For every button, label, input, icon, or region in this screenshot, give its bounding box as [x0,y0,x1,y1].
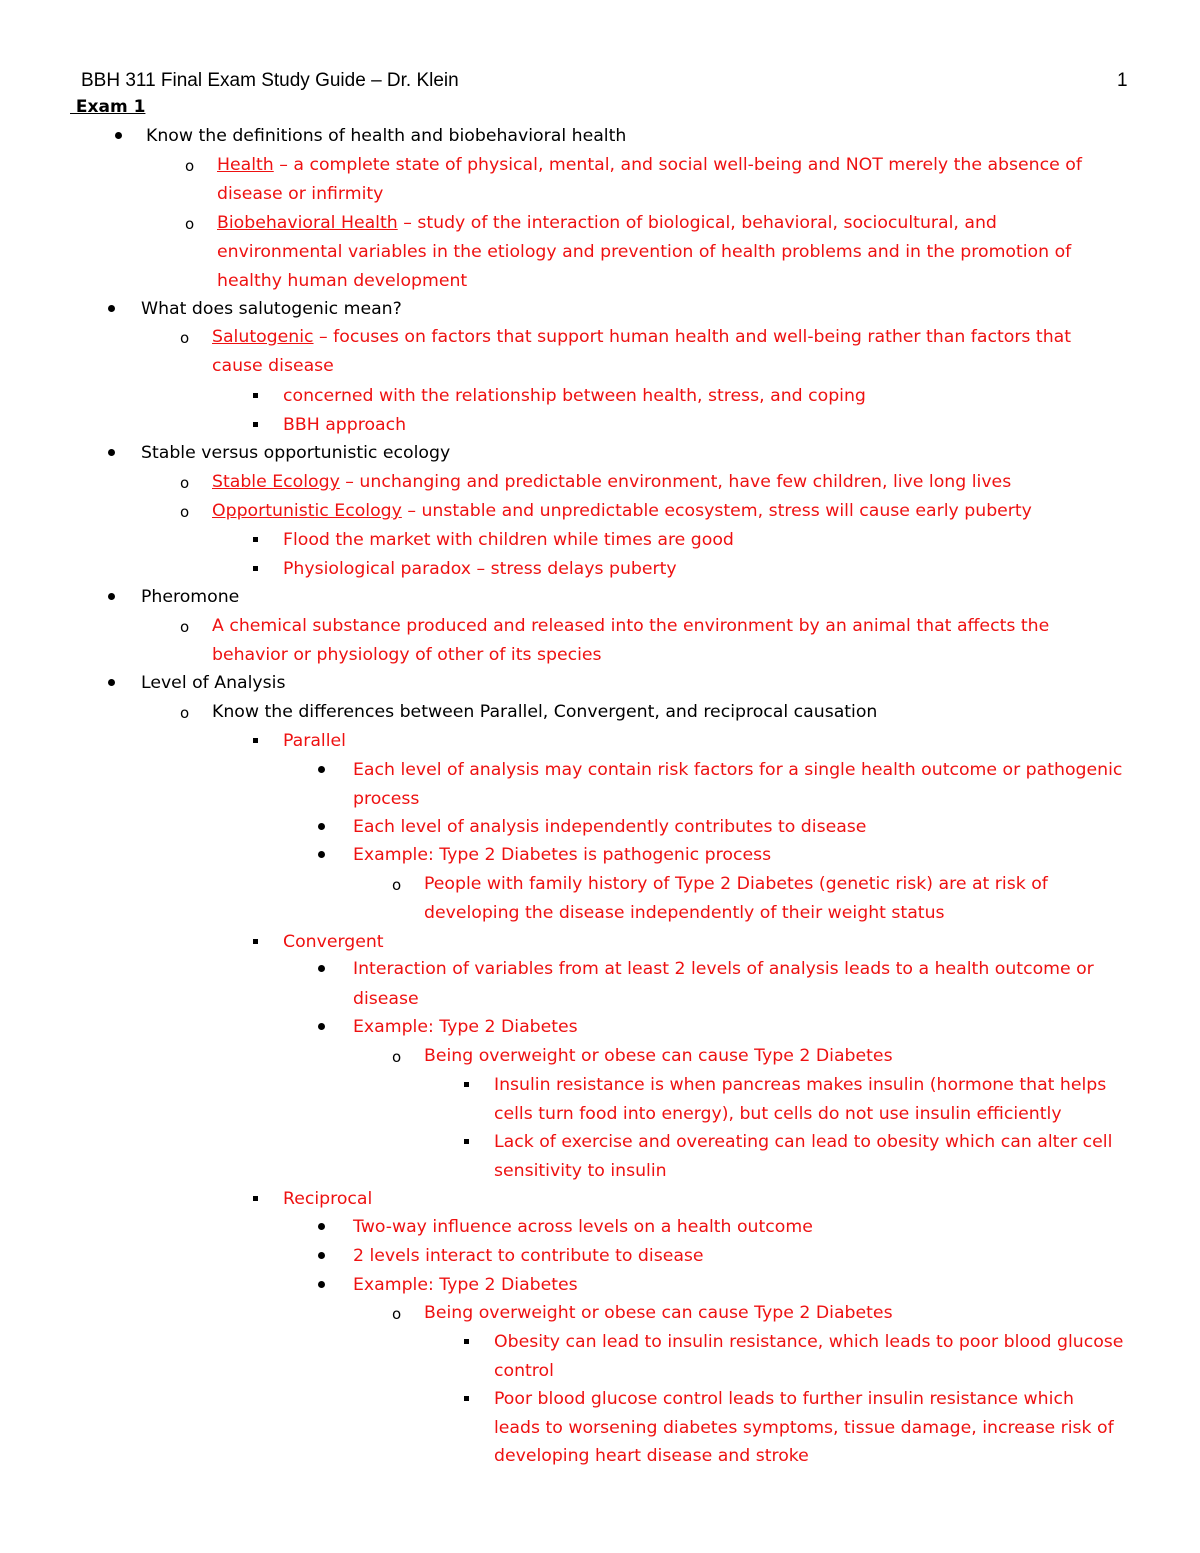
list-item: concerned with the relationship between health, stress, and coping [283,386,866,406]
definition-line: behavior or physiology of other of its species [212,645,602,665]
topic-ecology: Stable versus opportunistic ecology [141,443,451,463]
bullet-square-icon [253,422,258,427]
bullet-square-icon [464,1082,469,1087]
bullet-dot-icon [318,1223,325,1230]
bullet-dot-icon [318,766,325,773]
list-item: Example: Type 2 Diabetes [353,1017,578,1037]
topic-pheromone: Pheromone [141,587,240,607]
definition-stable-ecology [212,471,1011,493]
bullet-square-icon [253,393,258,398]
definition-text: – unchanging and predictable environment, have few children, live long lives [339,472,1012,492]
bullet-square-icon [253,939,258,944]
bullet-circle-icon: o [185,215,195,233]
definition-line: cause disease [212,356,334,376]
heading-reciprocal: Reciprocal [283,1189,373,1209]
list-item: Being overweight or obese can cause Type 2 Diabetes [424,1046,893,1066]
bullet-dot-icon [318,823,325,830]
bullet-dot-icon [108,679,115,686]
definition-text: – a complete state of physical, mental, and social well-being and NOT merely the absence of [273,155,1082,175]
bullet-circle-icon: o [392,876,402,894]
bullet-square-icon [253,1196,258,1201]
term-opportunistic-ecology: Opportunistic Ecology [212,501,402,521]
page-number: 1 [1117,70,1128,91]
bullet-dot-icon [318,1023,325,1030]
list-item: Two-way influence across levels on a health outcome [353,1217,813,1237]
list-item: Being overweight or obese can cause Type 2 Diabetes [424,1303,893,1323]
list-item: Each level of analysis independently contributes to disease [353,817,867,837]
list-item-continued: disease [353,989,419,1009]
bullet-circle-icon: o [180,329,190,347]
list-item: Physiological paradox – stress delays puberty [283,559,677,579]
list-item: People with family history of Type 2 Diabetes (genetic risk) are at risk of [424,874,1048,894]
definition-line: environmental variables in the etiology and prevention of health problems and in the promotion of [217,242,1072,262]
list-item-continued: developing the disease independently of their weight status [424,903,945,923]
bullet-circle-icon: o [180,704,190,722]
list-item-continued: cells turn food into energy), but cells do not use insulin efficiently [494,1104,1062,1124]
list-item: BBH approach [283,415,407,435]
bullet-circle-icon: o [180,618,190,636]
heading-convergent: Convergent [283,932,384,952]
bullet-dot-icon [115,132,122,139]
definition-text: – focuses on factors that support human health and well-being rather than factors that [313,327,1072,347]
bullet-dot-icon [318,1252,325,1259]
bullet-dot-icon [318,1281,325,1288]
list-item: Interaction of variables from at least 2 levels of analysis leads to a health outcome or [353,959,1094,979]
list-item: Example: Type 2 Diabetes [353,1275,578,1295]
list-item: Poor blood glucose control leads to further insulin resistance which [494,1389,1074,1409]
bullet-square-icon [253,566,258,571]
list-item-continued: process [353,789,420,809]
definition-health [217,154,1082,176]
bullet-dot-icon [318,851,325,858]
definition-line: healthy human development [217,271,468,291]
bullet-square-icon [253,738,258,743]
topic-level-of-analysis: Level of Analysis [141,673,286,693]
bullet-dot-icon [108,305,115,312]
bullet-circle-icon: o [392,1305,402,1323]
subtopic-causation: Know the differences between Parallel, Convergent, and reciprocal causation [212,702,878,722]
list-item-continued: leads to worsening diabetes symptoms, tissue damage, increase risk of [494,1418,1114,1438]
bullet-circle-icon: o [180,474,190,492]
topic-definitions: Know the definitions of health and biobehavioral health [146,126,627,146]
bullet-square-icon [464,1396,469,1401]
list-item: Lack of exercise and overeating can lead to obesity which can alter cell [494,1132,1113,1152]
list-item-continued: developing heart disease and stroke [494,1446,809,1466]
list-item-continued: control [494,1361,554,1381]
bullet-dot-icon [318,965,325,972]
list-item: Insulin resistance is when pancreas makes insulin (hormone that helps [494,1075,1107,1095]
list-item: Obesity can lead to insulin resistance, which leads to poor blood glucose [494,1332,1124,1352]
bullet-dot-icon [108,593,115,600]
bullet-square-icon [253,537,258,542]
term-salutogenic: Salutogenic [212,327,314,347]
bullet-square-icon [464,1339,469,1344]
bullet-circle-icon: o [180,503,190,521]
definition-line: A chemical substance produced and released into the environment by an animal that affects the [212,616,1050,636]
definition-text: – unstable and unpredictable ecosystem, stress will cause early puberty [401,501,1032,521]
definition-biobehavioral-health [217,212,997,234]
list-item-continued: sensitivity to insulin [494,1161,667,1181]
term-biobehavioral-health: Biobehavioral Health [217,213,398,233]
bullet-dot-icon [108,449,115,456]
definition-line: disease or infirmity [217,184,384,204]
term-health: Health [217,155,274,175]
bullet-circle-icon: o [185,157,195,175]
list-item: 2 levels interact to contribute to disease [353,1246,704,1266]
definition-opportunistic-ecology [212,500,1032,522]
section-title: Exam 1 [70,97,146,117]
bullet-circle-icon: o [392,1048,402,1066]
term-stable-ecology: Stable Ecology [212,472,340,492]
list-item: Each level of analysis may contain risk factors for a single health outcome or pathogenic [353,760,1123,780]
definition-salutogenic [212,326,1071,348]
bullet-square-icon [464,1139,469,1144]
list-item: Example: Type 2 Diabetes is pathogenic process [353,845,772,865]
definition-text: – study of the interaction of biological, behavioral, sociocultural, and [397,213,997,233]
list-item: Flood the market with children while times are good [283,530,734,550]
page-header-title: BBH 311 Final Exam Study Guide – Dr. Klein [81,70,459,91]
heading-parallel: Parallel [283,731,346,751]
topic-salutogenic: What does salutogenic mean? [141,299,402,319]
